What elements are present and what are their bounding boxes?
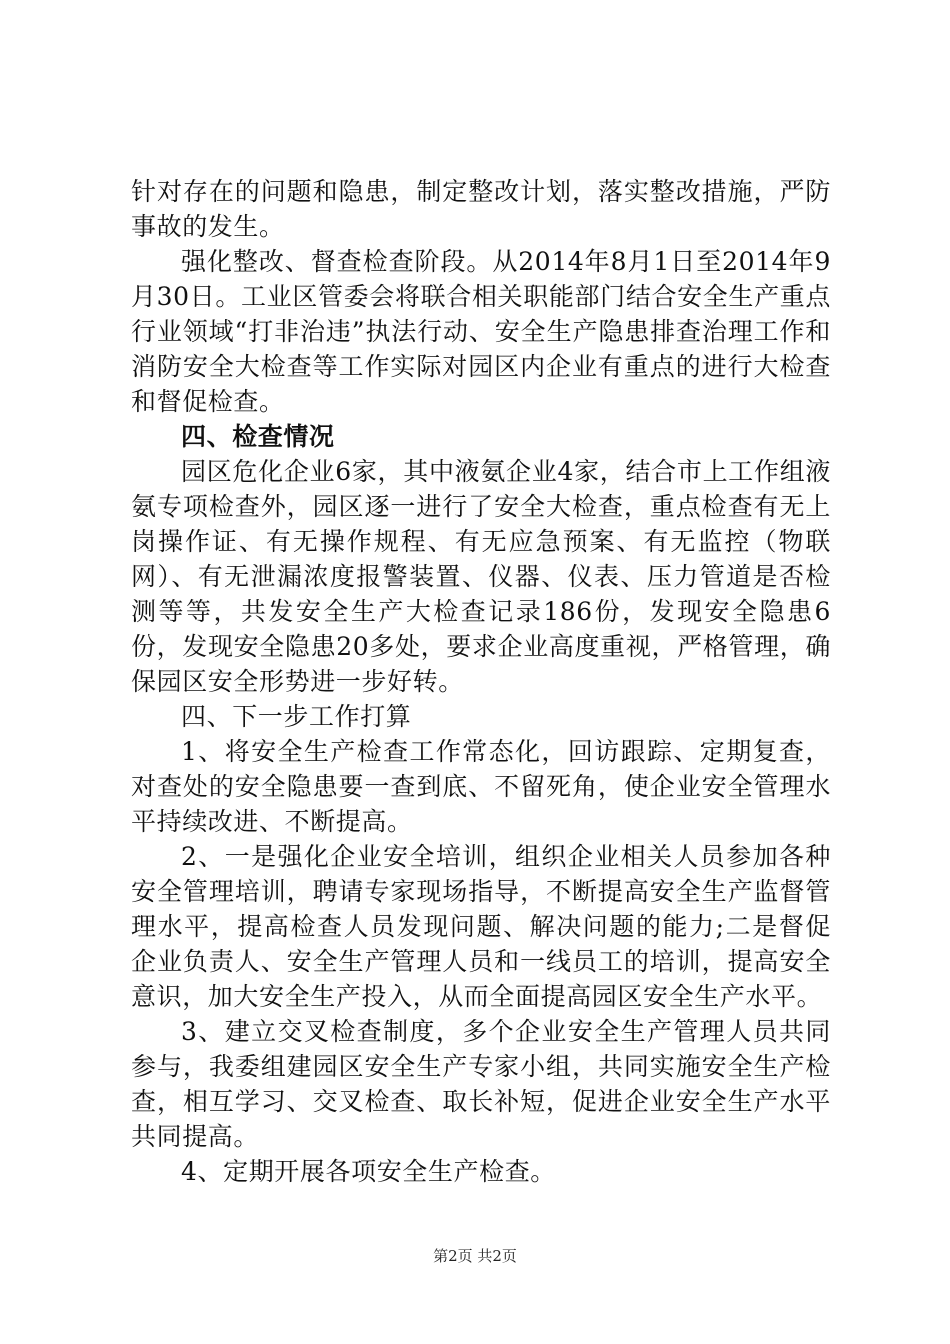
paragraph-next-step-2: 2、一是强化企业安全培训，组织企业相关人员参加各种安全管理培训，聘请专家现场指导，不断提高安全生产监督管理水平，提高检查人员发现问题、解决问题的能力;二是督促企业负责人、安全生产管理人员和一线员工的培训，提高安全意识，加大安全生产投入，从而全面提高园区安全生产水平。 [131, 842, 831, 1011]
heading-inspection-status: 四、检查情况 [181, 422, 335, 451]
page-number-footer: 第2页 共2页 [433, 1247, 517, 1265]
document-body [131, 174, 831, 1189]
paragraph-next-step-4: 4、定期开展各项安全生产检查。 [181, 1157, 556, 1186]
paragraph-next-step-3: 3、建立交叉检查制度，多个企业安全生产管理人员共同参与，我委组建园区安全生产专家小组，共同实施安全生产检查，相互学习、交叉检查、取长补短，促进企业安全生产水平共同提高。 [131, 1017, 831, 1151]
paragraph-inspection-status: 园区危化企业6家，其中液氨企业4家，结合市上工作组液氨专项检查外，园区逐一进行了安全大检查，重点检查有无上岗操作证、有无操作规程、有无应急预案、有无监控（物联网）、有无泄漏浓度报警装置、仪器、仪表、压力管道是否检测等等，共发安全生产大检查记录186份，发现安全隐患6份，发现安全隐患20多处，要求企业高度重视，严格管理，确保园区安全形势进一步好转。 [131, 457, 831, 696]
paragraph-next-step-1: 1、将安全生产检查工作常态化，回访跟踪、定期复查，对查处的安全隐患要一查到底、不留死角，使企业安全管理水平持续改进、不断提高。 [131, 737, 831, 836]
paragraph-inspection-phase: 强化整改、督查检查阶段。从2014年8月1日至2014年9月30日。工业区管委会将联合相关职能部门结合安全生产重点行业领域“打非治违”执法行动、安全生产隐患排查治理工作和消防安全大检查等工作实际对园区内企业有重点的进行大检查和督促检查。 [131, 247, 831, 416]
paragraph-rectification-plan: 针对存在的问题和隐患，制定整改计划，落实整改措施，严防事故的发生。 [131, 177, 831, 241]
heading-next-steps: 四、下一步工作打算 [181, 702, 412, 731]
